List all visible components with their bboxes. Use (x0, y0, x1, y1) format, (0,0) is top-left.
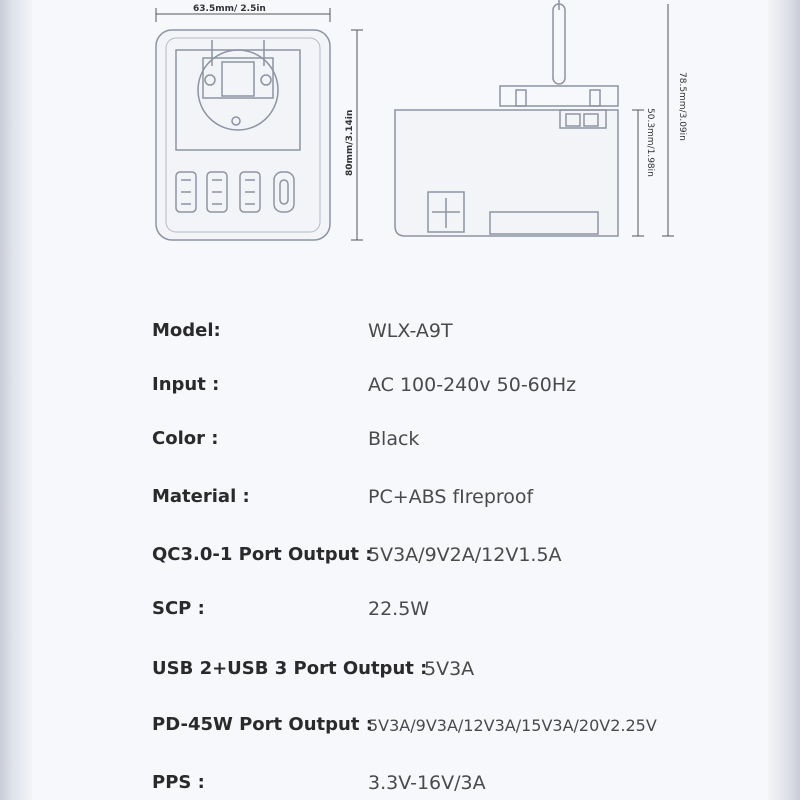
dimension-diagram (0, 0, 800, 260)
spec-label: USB 2+USB 3 Port Output : (152, 658, 428, 679)
spec-value: 5V3A (424, 658, 475, 680)
body-height-label: 50.3mm/1.98in (645, 108, 655, 177)
spec-value: AC 100-240v 50-60Hz (368, 374, 577, 396)
spec-row-qc30 (152, 544, 752, 574)
spec-value: WLX-A9T (368, 320, 453, 342)
spec-row-color (152, 428, 752, 458)
spec-label: Model: (152, 320, 221, 341)
spec-label: Input : (152, 374, 220, 395)
spec-row-input (152, 374, 752, 404)
spec-label: PPS : (152, 772, 205, 793)
total-height-dimension (662, 4, 674, 236)
spec-row-usb (152, 658, 752, 688)
spec-value: 5V3A/9V2A/12V1.5A (368, 544, 562, 566)
spec-row-model (152, 320, 752, 350)
spec-label: Material : (152, 486, 250, 507)
spec-row-scp (152, 598, 752, 628)
spec-value: 22.5W (368, 598, 430, 620)
front-height-label: 80mm/3.14in (345, 109, 355, 176)
total-height-label: 78.5mm/3.09in (677, 72, 687, 141)
body-height-dimension (632, 110, 644, 236)
spec-label: PD-45W Port Output : (152, 714, 373, 735)
front-view (156, 30, 330, 240)
spec-row-pd45w (152, 714, 752, 744)
spec-value: Black (368, 428, 420, 450)
spec-value: 5V3A/9V3A/12V3A/15V3A/20V2.25V (368, 716, 657, 735)
spec-value: 3.3V-16V/3A (368, 772, 486, 794)
spec-row-material (152, 486, 752, 516)
spec-row-pps (152, 772, 752, 802)
spec-label: SCP : (152, 598, 205, 619)
side-view (395, 0, 618, 236)
spec-label: Color : (152, 428, 219, 449)
spec-value: PC+ABS fIreproof (368, 486, 534, 508)
spec-label: QC3.0-1 Port Output : (152, 544, 373, 565)
width-label: 63.5mm/ 2.5in (193, 4, 266, 14)
